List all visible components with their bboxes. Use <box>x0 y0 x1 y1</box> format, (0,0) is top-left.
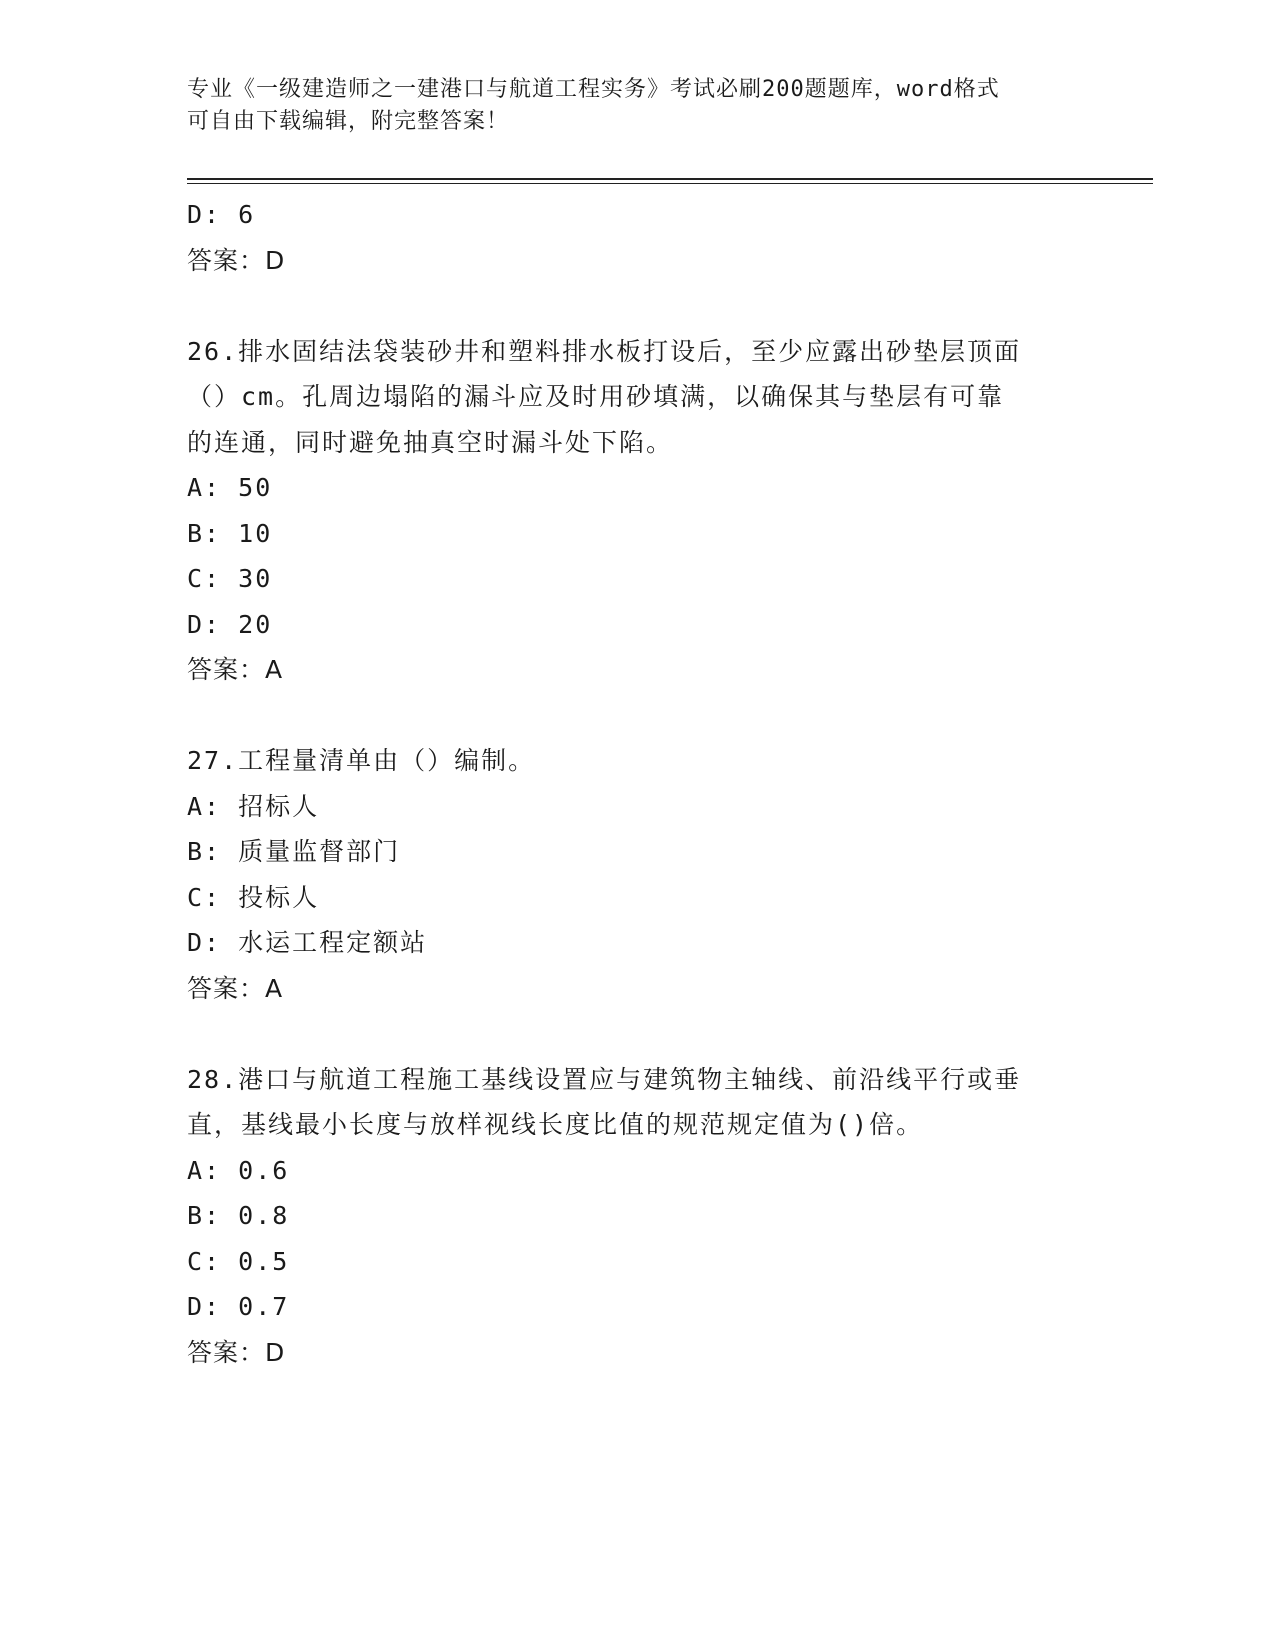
question-28-option-d: D: 0.7 <box>187 1292 290 1321</box>
question-27-answer: 答案：A <box>187 973 284 1003</box>
question-26-option-a: A: 50 <box>187 473 273 502</box>
question-26-option-d: D: 20 <box>187 609 273 639</box>
question-28-answer: 答案：D <box>187 1337 286 1367</box>
question-27-option-d: D: 水运工程定额站 <box>187 928 428 957</box>
question-26-stem-line-2: （）cm。孔周边塌陷的漏斗应及时用砂填满，以确保其与垫层有可靠 <box>187 382 1005 411</box>
question-content <box>187 192 1087 1375</box>
question-26-option-b: B: 10 <box>187 518 273 548</box>
question-28-stem-line-1: 28.港口与航道工程施工基线设置应与建筑物主轴线、前沿线平行或垂 <box>187 1064 1022 1094</box>
question-26 <box>187 329 1087 693</box>
question-28-stem-line-2: 直，基线最小长度与放样视线长度比值的规范规定值为()倍。 <box>187 1110 924 1139</box>
question-26-stem-line-3: 的连通，同时避免抽真空时漏斗处下陷。 <box>187 427 674 457</box>
spacer <box>187 1011 1087 1057</box>
question-28-option-b: B: 0.8 <box>187 1201 290 1230</box>
header-line-1: 专业《一级建造师之一建港口与航道工程实务》考试必刷200题题库，word格式 <box>187 77 1000 102</box>
question-27-option-b: B: 质量监督部门 <box>187 837 401 866</box>
question-28 <box>187 1057 1087 1376</box>
header-divider-thick <box>187 178 1153 180</box>
question-27 <box>187 738 1087 1011</box>
question-27-option-c: C: 投标人 <box>187 882 320 912</box>
question-26-answer: 答案：A <box>187 655 284 684</box>
header-line-2: 可自由下载编辑，附完整答案！ <box>187 109 510 134</box>
question-26-option-c: C: 30 <box>187 564 273 593</box>
question-27-option-a: A: 招标人 <box>187 791 320 821</box>
prev-question-option-d: D: 6 <box>187 200 256 229</box>
question-28-option-c: C: 0.5 <box>187 1246 290 1276</box>
spacer <box>187 693 1087 739</box>
question-27-stem-line-1: 27.工程量清单由（）编制。 <box>187 746 536 775</box>
question-26-stem-line-1: 26.排水固结法袋装砂井和塑料排水板打设后，至少应露出砂垫层顶面 <box>187 336 1022 366</box>
header-divider-thin <box>187 183 1153 184</box>
prev-question-answer: 答案：D <box>187 245 286 275</box>
question-28-option-a: A: 0.6 <box>187 1155 290 1185</box>
document-header <box>187 74 1087 138</box>
spacer <box>187 283 1087 329</box>
